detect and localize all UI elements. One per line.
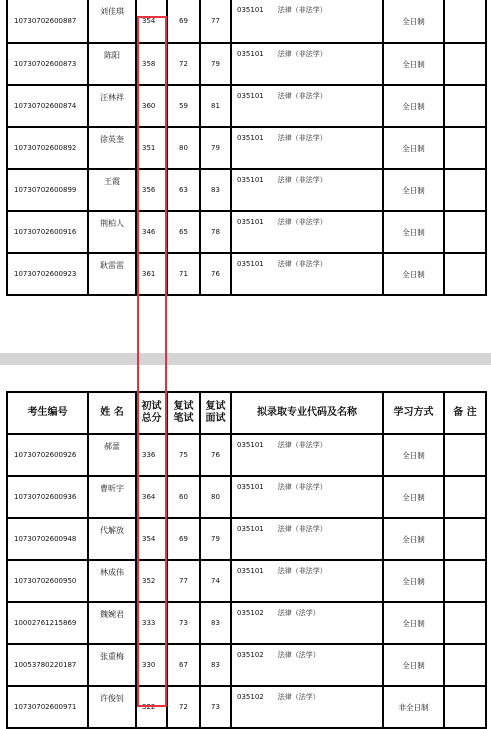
table-row — [7, 0, 486, 43]
admission-table-bottom — [6, 391, 487, 729]
initial-score-cell: 364 — [136, 476, 167, 518]
initial-score-cell: 354 — [136, 518, 167, 560]
name-cell: 张重梅 — [88, 644, 136, 686]
study-mode-cell: 全日制 — [383, 644, 444, 686]
name-cell: 王霞 — [88, 169, 136, 211]
major-name: 法律（非法学） — [277, 483, 327, 491]
name-cell: 汪林祥 — [88, 85, 136, 127]
interview-score-cell: 77 — [200, 0, 231, 43]
table-row — [7, 434, 486, 476]
written-score-cell: 72 — [167, 43, 200, 85]
exam-id-cell: 10053780220187 — [7, 644, 88, 686]
initial-score-cell: 358 — [136, 43, 167, 85]
written-score-cell: 69 — [167, 0, 200, 43]
table-header-row — [7, 392, 486, 434]
major-cell — [231, 560, 383, 602]
header-major: 拟录取专业代码及名称 — [231, 392, 383, 434]
major-name: 法律（非法学） — [277, 92, 327, 100]
major-code: 035101 — [237, 441, 264, 449]
name-cell: 曹昕宇 — [88, 476, 136, 518]
header-written-score: 复试 笔试 — [167, 392, 200, 434]
major-cell — [231, 602, 383, 644]
exam-id-cell: 10730702600892 — [7, 127, 88, 169]
major-code: 035102 — [237, 651, 264, 659]
written-score-cell: 69 — [167, 518, 200, 560]
remarks-cell — [444, 0, 486, 43]
major-code: 035101 — [237, 134, 264, 142]
exam-id-cell: 10730702600950 — [7, 560, 88, 602]
exam-id-cell: 10730702600874 — [7, 85, 88, 127]
interview-score-cell: 73 — [200, 686, 231, 728]
major-cell — [231, 518, 383, 560]
major-cell — [231, 434, 383, 476]
initial-score-cell: 361 — [136, 253, 167, 295]
major-cell — [231, 127, 383, 169]
written-score-cell: 72 — [167, 686, 200, 728]
table-row — [7, 686, 486, 728]
study-mode-cell: 全日制 — [383, 0, 444, 43]
name-cell: 郝蕾 — [88, 434, 136, 476]
name-cell: 代解放 — [88, 518, 136, 560]
major-cell — [231, 644, 383, 686]
exam-id-cell: 10730702600971 — [7, 686, 88, 728]
major-code: 035101 — [237, 6, 264, 14]
exam-id-cell: 10730702600916 — [7, 211, 88, 253]
exam-id-cell: 10730702600899 — [7, 169, 88, 211]
exam-id-cell: 10730702600926 — [7, 434, 88, 476]
study-mode-cell: 全日制 — [383, 602, 444, 644]
interview-score-cell: 76 — [200, 434, 231, 476]
major-name: 法律（非法学） — [277, 525, 327, 533]
major-name: 法律（法学） — [277, 693, 320, 701]
major-name: 法律（非法学） — [277, 6, 327, 14]
written-score-cell: 77 — [167, 560, 200, 602]
initial-score-cell: 322 — [136, 686, 167, 728]
major-name: 法律（非法学） — [277, 567, 327, 575]
major-code: 035101 — [237, 218, 264, 226]
major-code: 035101 — [237, 567, 264, 575]
study-mode-cell: 全日制 — [383, 476, 444, 518]
major-code: 035101 — [237, 525, 264, 533]
remarks-cell — [444, 43, 486, 85]
study-mode-cell: 全日制 — [383, 211, 444, 253]
major-name: 法律（非法学） — [277, 260, 327, 268]
written-score-cell: 80 — [167, 127, 200, 169]
remarks-cell — [444, 686, 486, 728]
remarks-cell — [444, 560, 486, 602]
table-row — [7, 644, 486, 686]
initial-score-cell: 336 — [136, 434, 167, 476]
written-score-cell: 71 — [167, 253, 200, 295]
remarks-cell — [444, 476, 486, 518]
written-score-cell: 63 — [167, 169, 200, 211]
table-row — [7, 560, 486, 602]
written-score-cell: 60 — [167, 476, 200, 518]
header-exam-id: 考生编号 — [7, 392, 88, 434]
remarks-cell — [444, 602, 486, 644]
name-cell: 耿雷雷 — [88, 253, 136, 295]
exam-id-cell: 10002761215869 — [7, 602, 88, 644]
major-cell — [231, 169, 383, 211]
header-study-mode: 学习方式 — [383, 392, 444, 434]
interview-score-cell: 76 — [200, 253, 231, 295]
table-row — [7, 211, 486, 253]
table-row — [7, 85, 486, 127]
major-name: 法律（非法学） — [277, 134, 327, 142]
remarks-cell — [444, 434, 486, 476]
major-name: 法律（非法学） — [277, 176, 327, 184]
major-name: 法律（法学） — [277, 651, 320, 659]
exam-id-cell: 10730702600936 — [7, 476, 88, 518]
major-name: 法律（非法学） — [277, 50, 327, 58]
header-initial-score: 初试 总分 — [136, 392, 167, 434]
remarks-cell — [444, 253, 486, 295]
remarks-cell — [444, 518, 486, 560]
exam-id-cell: 10730702600923 — [7, 253, 88, 295]
remarks-cell — [444, 644, 486, 686]
study-mode-cell: 全日制 — [383, 43, 444, 85]
name-cell: 许俊钊 — [88, 686, 136, 728]
written-score-cell: 59 — [167, 85, 200, 127]
table-row — [7, 602, 486, 644]
study-mode-cell: 全日制 — [383, 560, 444, 602]
study-mode-cell: 全日制 — [383, 518, 444, 560]
page-separator — [0, 353, 491, 365]
study-mode-cell: 全日制 — [383, 127, 444, 169]
initial-score-cell: 330 — [136, 644, 167, 686]
major-code: 035101 — [237, 50, 264, 58]
remarks-cell — [444, 85, 486, 127]
initial-score-cell: 351 — [136, 127, 167, 169]
major-cell — [231, 0, 383, 43]
major-cell — [231, 43, 383, 85]
written-score-cell: 73 — [167, 602, 200, 644]
header-remarks: 备 注 — [444, 392, 486, 434]
table-row — [7, 476, 486, 518]
table-row — [7, 253, 486, 295]
written-score-cell: 75 — [167, 434, 200, 476]
interview-score-cell: 79 — [200, 518, 231, 560]
major-cell — [231, 253, 383, 295]
major-name: 法律（法学） — [277, 609, 320, 617]
name-cell: 陈阳 — [88, 43, 136, 85]
remarks-cell — [444, 127, 486, 169]
table-row — [7, 169, 486, 211]
major-name: 法律（非法学） — [277, 441, 327, 449]
interview-score-cell: 74 — [200, 560, 231, 602]
exam-id-cell: 10730702600948 — [7, 518, 88, 560]
remarks-cell — [444, 169, 486, 211]
interview-score-cell: 79 — [200, 127, 231, 169]
exam-id-cell: 10730702600873 — [7, 43, 88, 85]
major-code: 035101 — [237, 483, 264, 491]
major-cell — [231, 476, 383, 518]
initial-score-cell: 333 — [136, 602, 167, 644]
interview-score-cell: 80 — [200, 476, 231, 518]
header-interview-score: 复试 面试 — [200, 392, 231, 434]
name-cell: 徐英奎 — [88, 127, 136, 169]
major-code: 035101 — [237, 92, 264, 100]
major-code: 035102 — [237, 693, 264, 701]
header-name: 姓 名 — [88, 392, 136, 434]
written-score-cell: 67 — [167, 644, 200, 686]
initial-score-cell: 360 — [136, 85, 167, 127]
initial-score-cell: 356 — [136, 169, 167, 211]
major-code: 035102 — [237, 609, 264, 617]
interview-score-cell: 78 — [200, 211, 231, 253]
initial-score-cell: 352 — [136, 560, 167, 602]
exam-id-cell: 10730702600887 — [7, 0, 88, 43]
major-name: 法律（非法学） — [277, 218, 327, 226]
remarks-cell — [444, 211, 486, 253]
written-score-cell: 65 — [167, 211, 200, 253]
interview-score-cell: 83 — [200, 602, 231, 644]
interview-score-cell: 83 — [200, 169, 231, 211]
study-mode-cell: 全日制 — [383, 253, 444, 295]
table-row — [7, 127, 486, 169]
admission-table-top — [6, 0, 487, 296]
major-cell — [231, 211, 383, 253]
table-row — [7, 518, 486, 560]
study-mode-cell: 全日制 — [383, 85, 444, 127]
interview-score-cell: 83 — [200, 644, 231, 686]
name-cell: 荆柏人 — [88, 211, 136, 253]
table-row — [7, 43, 486, 85]
interview-score-cell: 79 — [200, 43, 231, 85]
initial-score-cell: 346 — [136, 211, 167, 253]
name-cell: 魏婉君 — [88, 602, 136, 644]
name-cell: 刘佳琪 — [88, 0, 136, 43]
name-cell: 林成伟 — [88, 560, 136, 602]
major-cell — [231, 686, 383, 728]
major-code: 035101 — [237, 260, 264, 268]
interview-score-cell: 81 — [200, 85, 231, 127]
study-mode-cell: 全日制 — [383, 434, 444, 476]
major-code: 035101 — [237, 176, 264, 184]
initial-score-cell: 354 — [136, 0, 167, 43]
major-cell — [231, 85, 383, 127]
study-mode-cell: 非全日制 — [383, 686, 444, 728]
study-mode-cell: 全日制 — [383, 169, 444, 211]
